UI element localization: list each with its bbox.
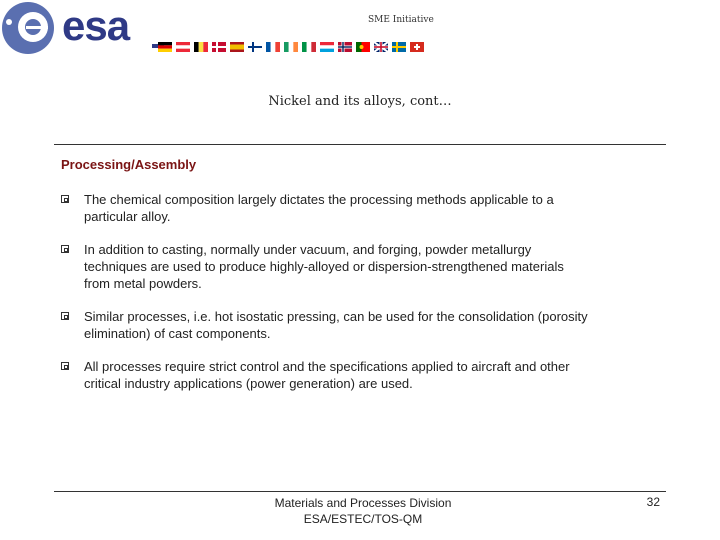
- footer-department: ESA/ESTEC/TOS-QM: [303, 512, 423, 526]
- bullet-item: [61, 241, 631, 292]
- footer-divider: [54, 491, 666, 492]
- slide-title: Nickel and its alloys, cont…: [268, 94, 452, 109]
- member-state-flags: [158, 42, 424, 52]
- section-heading: Processing/Assembly: [61, 157, 197, 172]
- esa-wordmark: esa: [62, 2, 130, 49]
- switzerland-flag: [410, 42, 424, 52]
- checkbox-bullet-icon: [61, 312, 69, 320]
- norway-flag: [338, 42, 352, 52]
- bullet-text: All processes require strict control and the specifications applied to aircraft and other critical industry applications (power generation) are used.: [84, 359, 570, 391]
- portugal-flag: [356, 42, 370, 52]
- footer-text: [260, 495, 466, 527]
- denmark-flag: [212, 42, 226, 52]
- page-number: 32: [646, 495, 660, 509]
- checkbox-bullet-icon: [61, 195, 69, 203]
- italy-flag: [302, 42, 316, 52]
- spain-flag: [230, 42, 244, 52]
- bullet-list: [61, 191, 631, 392]
- bullet-item: [61, 308, 631, 342]
- germany-flag: [158, 42, 172, 52]
- ireland-flag: [284, 42, 298, 52]
- checkbox-bullet-icon: [61, 362, 69, 370]
- title-divider: [54, 144, 666, 145]
- luxembourg-flag: [320, 42, 334, 52]
- esa-emblem-icon: [0, 0, 62, 58]
- uk-flag: [374, 42, 388, 52]
- bullet-text: The chemical composition largely dictates the processing methods applicable to a particular alloy.: [84, 192, 554, 224]
- austria-flag: [176, 42, 190, 52]
- bullet-text: Similar processes, i.e. hot isostatic pressing, can be used for the consolidation (porosity elimination) of cast components.: [84, 309, 588, 341]
- esa-logo: [0, 0, 160, 58]
- finland-flag: [248, 42, 262, 52]
- bullet-item: [61, 191, 631, 225]
- initiative-label: SME Initiative: [368, 15, 434, 25]
- bullet-item: [61, 358, 631, 392]
- checkbox-bullet-icon: [61, 245, 69, 253]
- sweden-flag: [392, 42, 406, 52]
- bullet-text: In addition to casting, normally under vacuum, and forging, powder metallurgy techniques are used to produce highly-alloyed or dispersion-strengthened materials from metal powders.: [84, 242, 564, 291]
- footer-division: Materials and Processes Division: [274, 496, 452, 510]
- france-flag: [266, 42, 280, 52]
- belgium-flag: [194, 42, 208, 52]
